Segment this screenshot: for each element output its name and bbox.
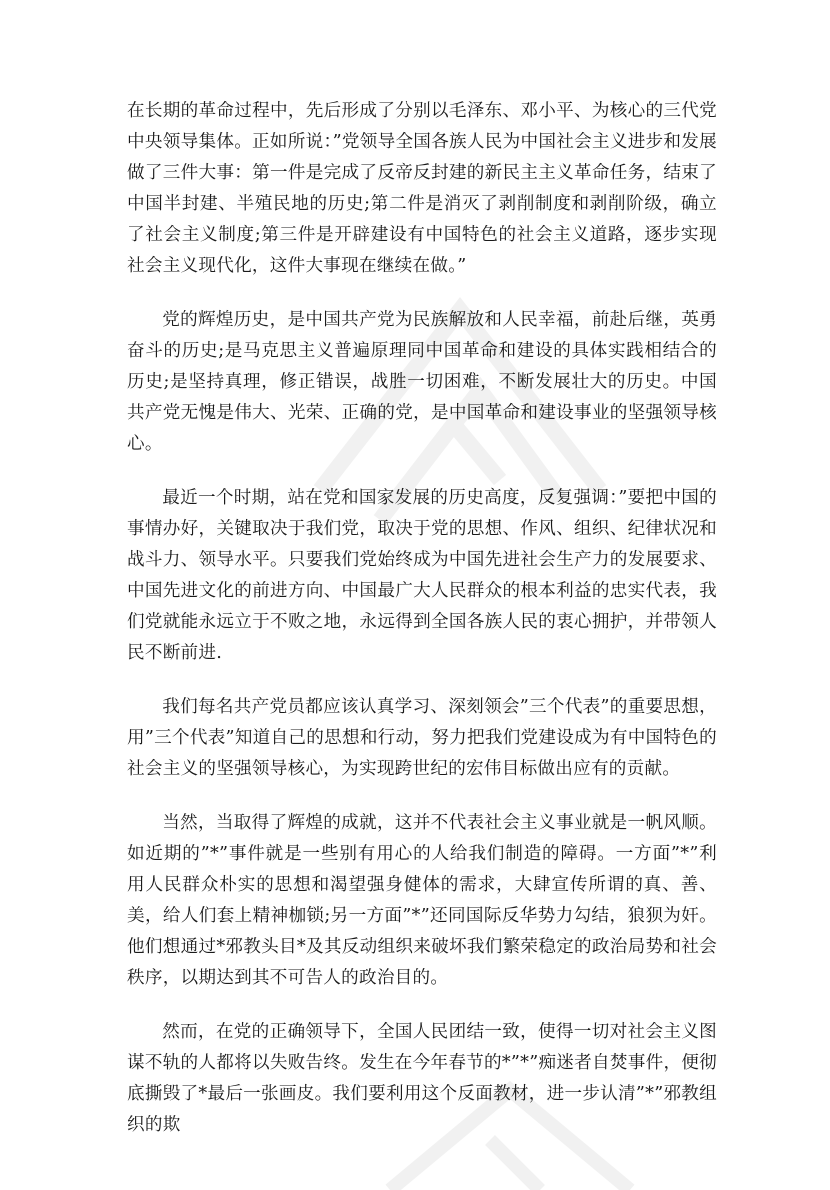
paragraph-4: 我们每名共产党员都应该认真学习、深刻领会”三个代表”的重要思想，用”三个代表”知道自己的思想和行动，努力把我们党建设成为有中国特色的社会主义的坚强领导核心，为实现跨世纪的宏伟目标做出应有的贡献。 [127, 697, 717, 779]
paragraph-3: 最近一个时期，站在党和国家发展的历史高度，反复强调：”要把中国的事情办好，关键取决于我们党，取决于党的思想、作风、组织、纪律状况和战斗力、领导水平。只要我们党始终成为中国先进社会生产力的发展要求、中国先进文化的前进方向、中国最广大人民群众的根本利益的忠实代表，我们党就能永远立于不败之地，永远得到全国各族人民的衷心拥护，并带领人民不断前进. [127, 488, 717, 663]
paragraph-6: 然而，在党的正确领导下，全国人民团结一致，使得一切对社会主义图谋不轨的人都将以失败告终。发生在今年春节的*”*”痴迷者自焚事件，便彻底撕毁了*最后一张画皮。我们要利用这个反面教材，进一步认清”*”邪教组织的欺 [127, 1022, 717, 1135]
paragraph-2: 党的辉煌历史，是中国共产党为民族解放和人民幸福，前赴后继，英勇奋斗的历史;是马克思主义普遍原理同中国革命和建设的具体实践相结合的历史;是坚持真理，修正错误，战胜一切困难，不断发展壮大的历史。中国共产党无愧是伟大、光荣、正确的党，是中国革命和建设事业的坚强领导核心。 [127, 310, 717, 454]
document-body [127, 96, 717, 1164]
paragraph-5: 当然，当取得了辉煌的成就，这并不代表社会主义事业就是一帆风顺。如近期的”*”事件就是一些别有用心的人给我们制造的障碍。一方面”*”利用人民群众朴实的思想和渴望强身健体的需求，大肆宣传所谓的真、善、美，给人们套上精神枷锁;另一方面”*”还同国际反华势力勾结，狼狈为奸。他们想通过*邪教头目*及其反动组织来破坏我们繁荣稳定的政治局势和社会秩序，以期达到其不可告人的政治目的。 [127, 813, 717, 988]
paragraph-1: 在长期的革命过程中，先后形成了分别以毛泽东、邓小平、为核心的三代党中央领导集体。正如所说：”党领导全国各族人民为中国社会主义进步和发展做了三件大事：第一件是完成了反帝反封建的新民主主义革命任务，结束了中国半封建、半殖民地的历史;第二件是消灭了剥削制度和剥削阶级，确立了社会主义制度;第三件是开辟建设有中国特色的社会主义道路，逐步实现社会主义现代化，这件大事现在继续在做。” [127, 101, 717, 276]
